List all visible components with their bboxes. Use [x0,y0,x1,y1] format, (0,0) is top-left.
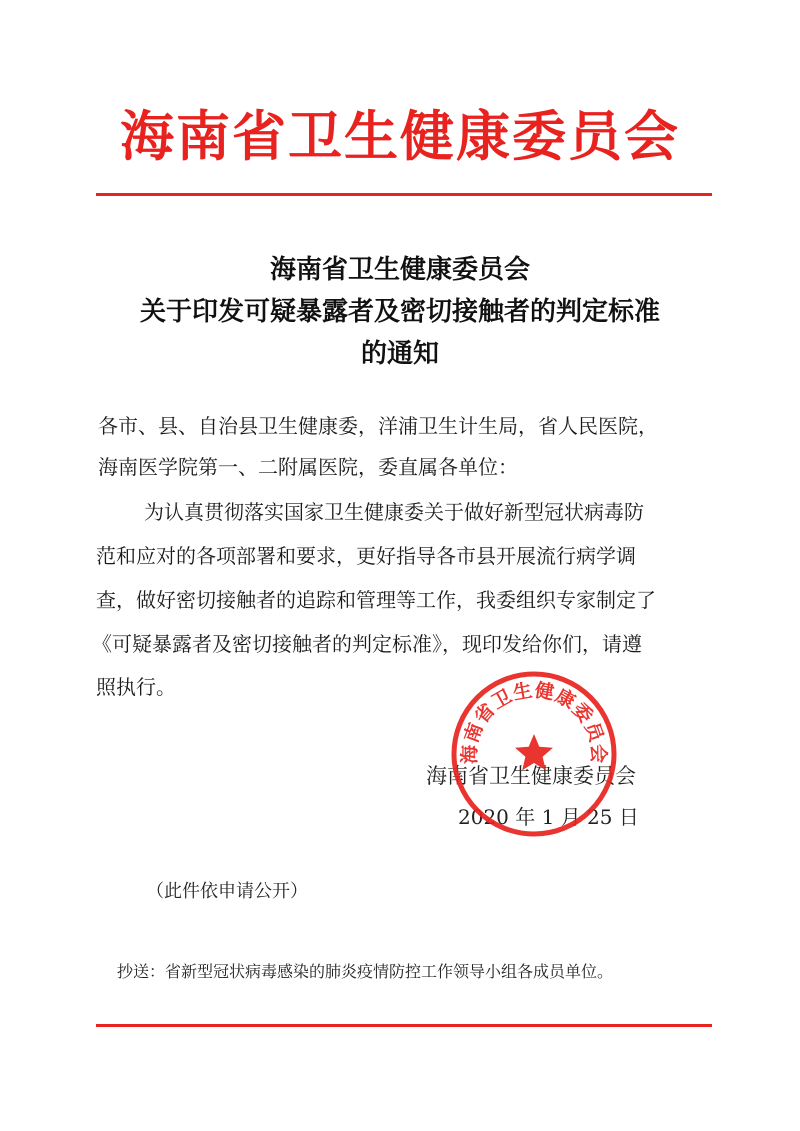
letterhead-red-rule [96,193,712,196]
body-paragraph-line-2: 范和应对的各项部署和要求，更好指导各市县开展流行病学调 [96,544,636,568]
body-paragraph-line-3: 查，做好密切接触者的追踪和管理等工作，我委组织专家制定了 [96,588,656,612]
public-disclosure-note: （此件依申请公开） [146,881,308,902]
document-title-line-3: 的通知 [360,339,439,369]
body-paragraph-line-5: 照执行。 [96,675,176,699]
signature-org: 海南省卫生健康委员会 [426,764,636,788]
body-paragraph-line-1: 为认真贯彻落实国家卫生健康委关于做好新型冠状病毒防 [144,500,644,524]
addressee-line-2: 海南医学院第一、二附属医院，委直属各单位： [98,455,518,479]
document-title-line-2: 关于印发可疑暴露者及密切接触者的判定标准 [139,297,660,327]
footer-red-rule [96,1024,712,1027]
seal-text-path: 海南省卫生健康委员会 [458,679,610,765]
seal-star-icon [515,734,553,770]
document-title-line-1: 海南省卫生健康委员会 [269,255,530,285]
cc-distribution-line: 抄送：省新型冠状病毒感染的肺炎疫情防控工作领导小组各成员单位。 [117,962,614,981]
official-seal-stamp [450,670,618,838]
body-paragraph-line-4: 《可疑暴露者及密切接触者的判定标准》，现印发给你们，请遵 [92,632,642,656]
addressee-line-1: 各市、县、自治县卫生健康委，洋浦卫生计生局，省人民医院， [98,414,658,438]
letterhead-org-name: 海南省卫生健康委员会 [120,104,680,168]
signature-date: 2020 年 1 月 25 日 [458,805,639,829]
